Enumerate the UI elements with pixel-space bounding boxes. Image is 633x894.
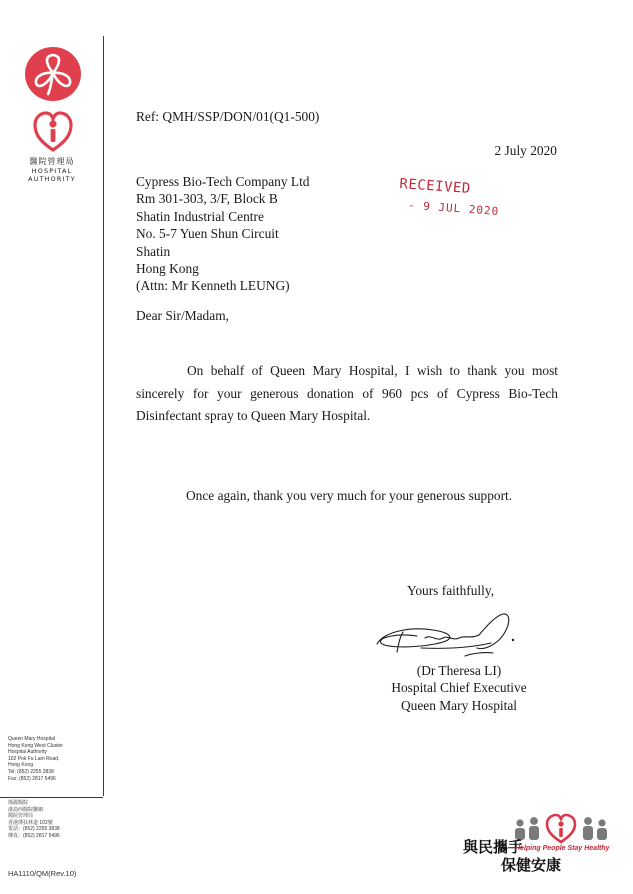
address-line: 醫院管理局 bbox=[8, 813, 34, 820]
signer-block bbox=[380, 662, 538, 714]
recipient-line: (Attn: Mr Kenneth LEUNG) bbox=[136, 278, 290, 294]
salutation: Dear Sir/Madam, bbox=[136, 308, 229, 323]
address-line: 102 Pok Fu Lam Road, bbox=[8, 755, 60, 762]
received-stamp bbox=[398, 176, 502, 218]
recipient-line: Shatin Industrial Centre bbox=[136, 208, 264, 224]
address-line: 瑪麗醫院 bbox=[8, 800, 29, 806]
recipient-line: Cypress Bio-Tech Company Ltd bbox=[136, 174, 310, 189]
org-name-en-line2: AUTHORITY bbox=[28, 175, 76, 183]
margin-rule bbox=[103, 36, 104, 796]
slogan-cn bbox=[463, 838, 583, 874]
recipient-address bbox=[136, 173, 310, 295]
body-paragraph-1: On behalf of Queen Mary Hospital, I wish to thank you most sincerely for your generous donation of 960 pcs of Cypress Bio-Tech Disinfectant spray to Queen Mary Hospital. bbox=[136, 363, 558, 423]
reference-number: Ref: QMH/SSP/DON/01(Q1-500) bbox=[136, 109, 320, 124]
signer-organization: Queen Mary Hospital bbox=[400, 697, 518, 713]
hospital-address-en bbox=[8, 736, 63, 782]
address-line: 港島西醫院聯網 bbox=[8, 806, 44, 813]
stamp-label: RECEIVED bbox=[398, 176, 472, 197]
address-line: 電話：(852) 2255 3838 bbox=[8, 826, 60, 833]
hospital-address-cn bbox=[8, 800, 60, 840]
slogan-cn-line2: 保健安康 bbox=[501, 856, 562, 874]
address-line: Hospital Authority bbox=[8, 749, 47, 756]
address-line: Queen Mary Hospital bbox=[8, 736, 55, 742]
recipient-line: No. 5-7 Yuen Shun Circuit bbox=[136, 226, 279, 242]
org-name-en-line1: HOSPITAL bbox=[31, 167, 73, 175]
closing: Yours faithfully, bbox=[407, 583, 495, 598]
signature bbox=[373, 606, 523, 664]
org-name-cn: 醫院管理局 bbox=[29, 157, 75, 166]
address-line: Hong Kong bbox=[8, 762, 34, 769]
org-name-en bbox=[14, 167, 90, 183]
address-line: 香港薄扶林道 102號 bbox=[8, 819, 53, 826]
slogan-cn-line1: 與民攜手 bbox=[463, 838, 524, 856]
recipient-line: Rm 301-303, 3/F, Block B bbox=[136, 191, 278, 207]
address-line: Tel: (852) 2255 3838 bbox=[8, 768, 54, 775]
address-line: 傳真：(852) 2817 5496 bbox=[8, 832, 60, 839]
form-code: HA1110/QM(Rev.10) bbox=[8, 869, 77, 878]
body-paragraph-2: Once again, thank you very much for your generous support. bbox=[186, 488, 513, 503]
recipient-line: Shatin bbox=[136, 243, 171, 259]
letter-date: 2 July 2020 bbox=[494, 143, 557, 158]
ha-clover-logo-icon bbox=[24, 46, 82, 102]
recipient-line: Hong Kong bbox=[136, 261, 199, 277]
signer-title: Hospital Chief Executive bbox=[391, 680, 527, 696]
signer-name: (Dr Theresa LI) bbox=[416, 663, 502, 678]
slogan-en: Helping People Stay Healthy bbox=[515, 845, 610, 852]
stamp-date: - 9 JUL 2020 bbox=[407, 198, 500, 218]
address-line: Hong Kong West Cluster bbox=[8, 742, 63, 749]
address-line: Fax: (852) 2817 5496 bbox=[8, 775, 56, 782]
ha-figure-logo-icon bbox=[32, 109, 74, 153]
address-divider bbox=[0, 797, 103, 798]
